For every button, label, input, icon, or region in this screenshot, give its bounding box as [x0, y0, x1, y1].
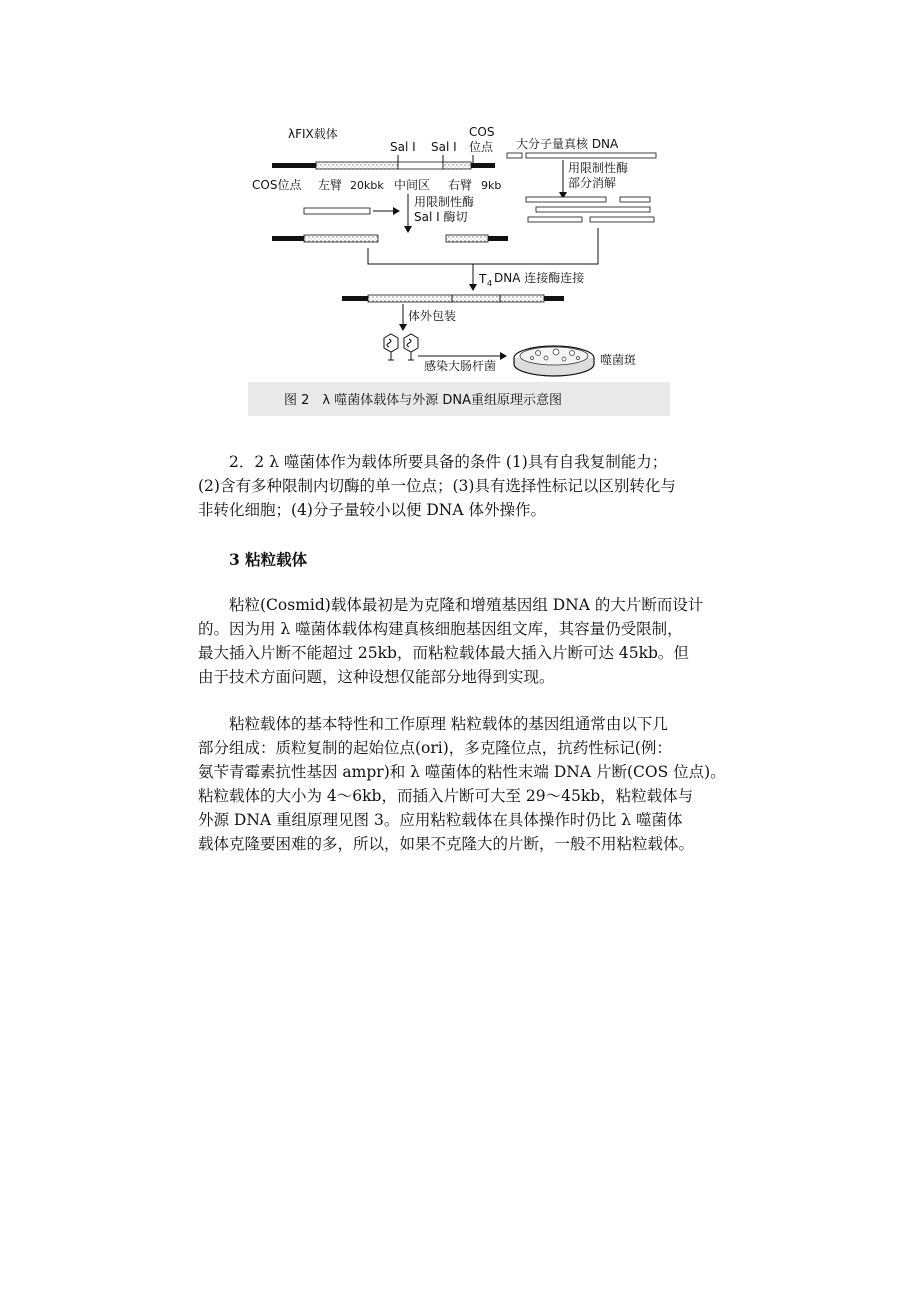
packaging-label: 体外包装 — [408, 309, 457, 323]
lambda-fix-vector — [272, 162, 495, 169]
right-arm-label: 右臂 — [448, 178, 473, 192]
euk-dna-strand — [526, 153, 656, 158]
text-line: 外源 DNA 重组原理见图 3。应用粘粒载体在具体操作时仍比 λ 噬菌体 — [198, 811, 683, 829]
text-line: 部分组成：质粒复制的起始位点(ori)，多克隆位点，抗药性标记(例： — [198, 739, 672, 757]
left-arm-label: 左臂 — [318, 178, 343, 192]
sal1-right-label: Sal I — [431, 140, 457, 154]
size-9kb-label: 9kb — [481, 179, 502, 192]
middle-label: 中间区 — [394, 178, 431, 192]
cos-top-label-2: 位点 — [469, 140, 494, 154]
euk-dna-label: 大分子量真核 DNA — [516, 137, 619, 151]
sal-digest-label-2: Sal I 酶切 — [414, 210, 468, 224]
figure-caption: 图 2 λ 噬菌体载体与外源 DNA重组原理示意图 — [284, 393, 562, 408]
sal-digest-label-1: 用限制性酶 — [414, 195, 475, 209]
cosmid-principle-paragraph — [198, 712, 738, 856]
phage-icon-2 — [404, 334, 418, 360]
text-line: 氨苄青霉素抗性基因 ampr)和 λ 噬菌体的粘性末端 DNA 片断(COS 位点)。 — [198, 763, 726, 781]
t4-label: T — [479, 272, 487, 286]
recombinant-dna — [342, 295, 564, 302]
partial-digest-label-2: 部分消解 — [568, 176, 617, 190]
section-2-2-paragraph — [198, 450, 738, 522]
text-line: 2．2 λ 噬菌体作为载体所要具备的条件 (1)具有自我复制能力； — [229, 453, 668, 471]
middle-fragment — [304, 208, 370, 214]
phage-icon — [384, 334, 398, 360]
section-3-heading: 3 粘粒载体 — [229, 550, 308, 569]
text-line: 最大插入片断不能超过 25kb，而粘粒载体最大插入片断可达 45kb。但 — [198, 644, 689, 662]
right-arm-fragment — [446, 235, 508, 242]
text-line: 粘粒载体的基本特性和工作原理 粘粒载体的基因组通常由以下几 — [229, 715, 668, 733]
text-line: 由于技术方面问题，这种设想仅能部分地得到实现。 — [198, 668, 555, 686]
text-line: 的。因为用 λ 噬菌体载体构建真核细胞基因组文库，其容量仍受限制， — [198, 620, 683, 638]
left-arm-fragment — [272, 235, 378, 242]
ligase-label: DNA 连接酶连接 — [494, 271, 585, 285]
petri-dish-icon — [514, 346, 594, 376]
cos-top-label-1: COS — [469, 125, 495, 139]
cosmid-intro-paragraph — [198, 593, 738, 689]
sal1-left-label: Sal I — [390, 140, 416, 154]
plaque-label: 噬菌斑 — [600, 353, 637, 367]
text-line: 载体克隆要困难的多，所以，如果不克隆大的片断，一般不用粘粒载体。 — [198, 835, 695, 853]
size-20kb-label: 20kbk — [350, 179, 384, 192]
text-line: (2)含有多种限制内切酶的单一位点；(3)具有选择性标记以区别转化与 — [198, 477, 676, 495]
text-line: 粘粒载体的大小为 4～6kb，而插入片断可大至 29～45kb，粘粒载体与 — [198, 787, 694, 805]
t4-subscript: 4 — [487, 279, 493, 288]
cos-site-label: COS位点 — [252, 178, 302, 192]
partial-digest-label-1: 用限制性酶 — [568, 161, 629, 175]
recombination-figure — [248, 120, 670, 416]
digested-fragments — [526, 197, 654, 222]
text-line: 粘粒(Cosmid)载体最初是为克隆和增殖基因组 DNA 的大片断而设计 — [229, 596, 704, 614]
infect-label: 感染大肠杆菌 — [424, 359, 497, 373]
text-line: 非转化细胞；(4)分子量较小以便 DNA 体外操作。 — [198, 501, 546, 519]
vector-title: λFIX载体 — [288, 127, 338, 141]
